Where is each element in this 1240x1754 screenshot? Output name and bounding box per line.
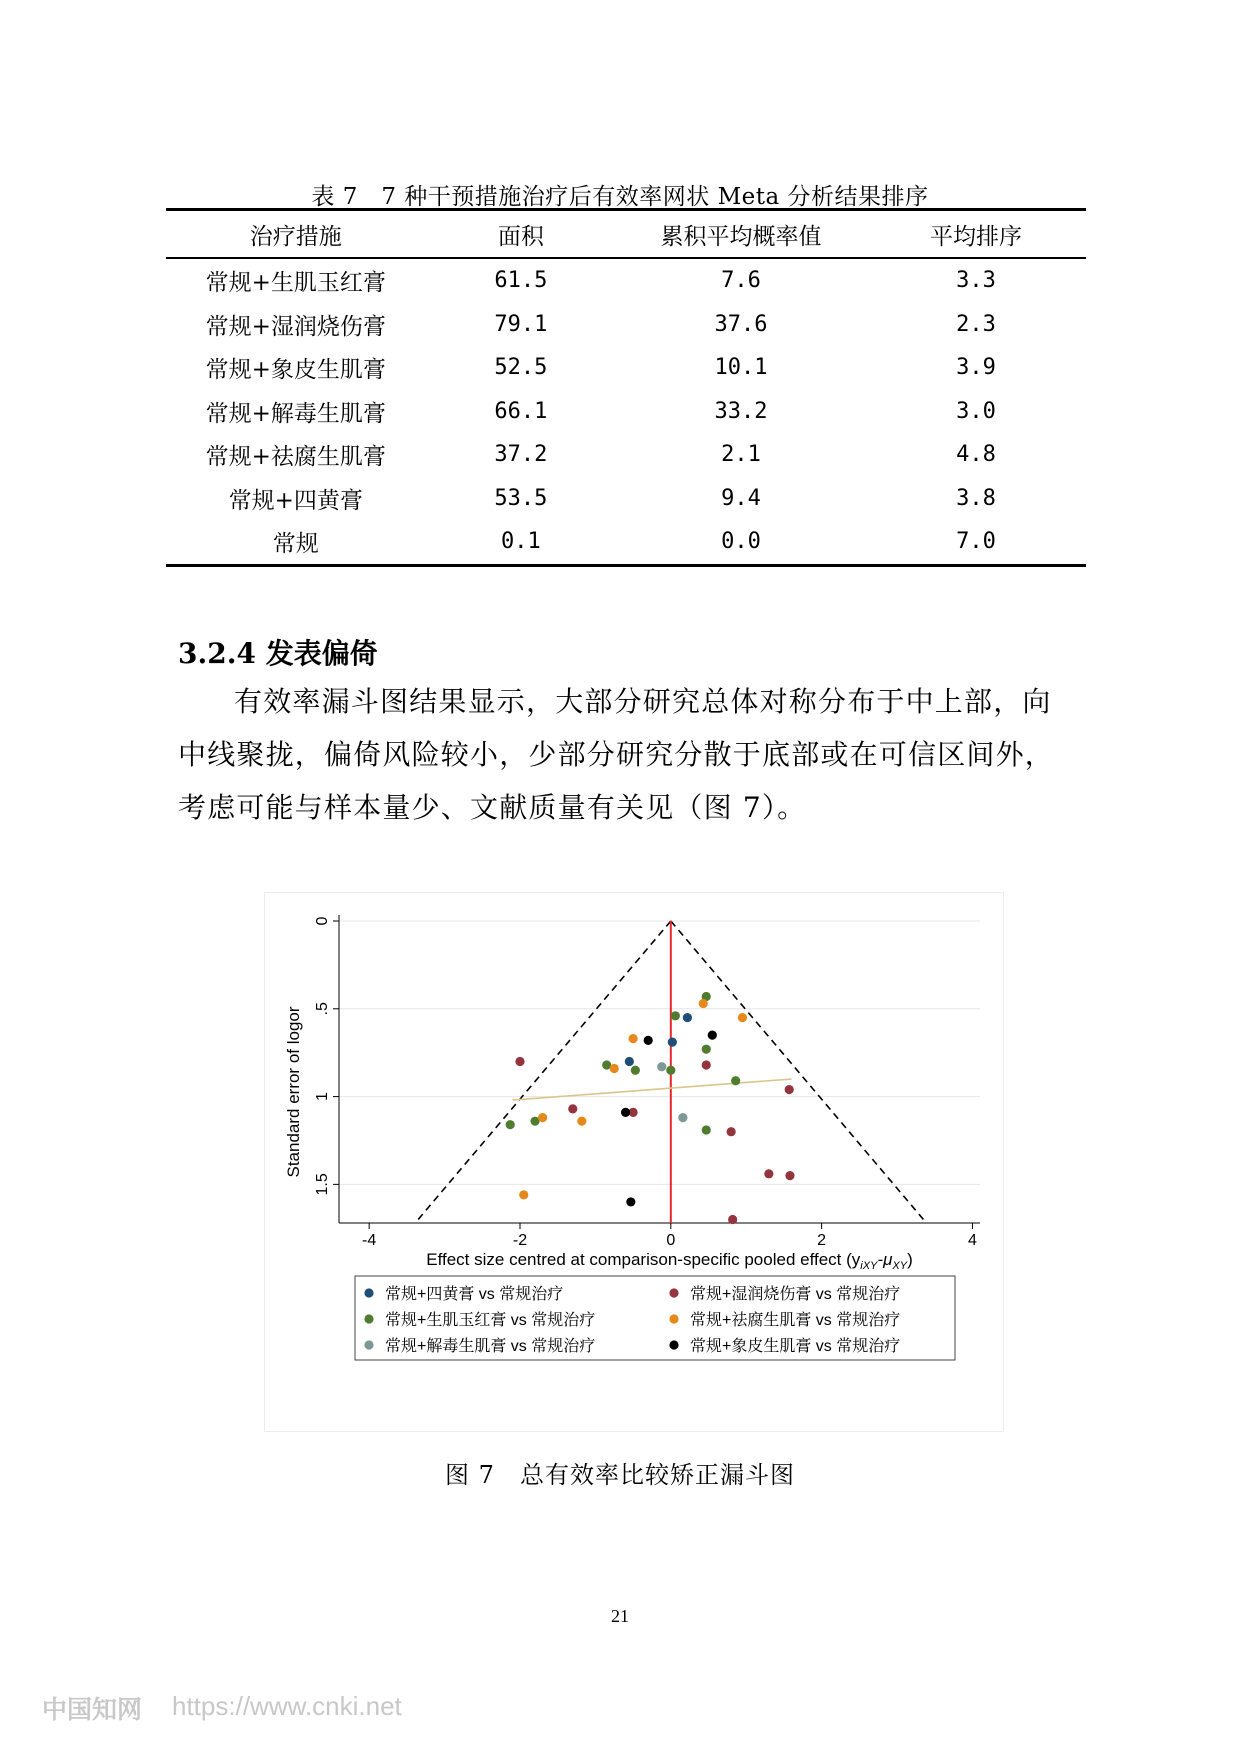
legend-marker: [669, 1288, 678, 1297]
table-cell: 3.8: [956, 485, 996, 511]
table-cell: 61.5: [494, 268, 548, 294]
data-point: [699, 999, 708, 1008]
funnel-plot: [265, 893, 1003, 1431]
table-header: 累积平均概率值: [616, 210, 866, 259]
table-header: 面积: [426, 210, 617, 259]
y-tick-label: 1.5: [314, 1173, 331, 1196]
table-header: 平均排序: [866, 210, 1086, 259]
table-row: [166, 390, 1086, 434]
paragraph-line: 考虑可能与样本量少、文献质量有关见（图 7）。: [178, 791, 807, 824]
data-point: [625, 1057, 634, 1066]
legend-label: 常规+象皮生肌膏 vs 常规治疗: [690, 1338, 901, 1355]
table-cell: 常规+生肌玉红膏: [205, 270, 386, 297]
table-cell: 3.3: [956, 268, 996, 294]
data-point: [568, 1104, 577, 1113]
table-row: [166, 433, 1086, 477]
data-point: [785, 1171, 794, 1180]
table-cell: 7.0: [866, 520, 1086, 565]
table-caption: 表 7 7 种干预措施治疗后有效率网状 Meta 分析结果排序: [311, 184, 929, 210]
data-point: [657, 1062, 666, 1071]
grid-lines: [339, 921, 980, 1184]
table-row: [166, 303, 1086, 347]
legend-label: 常规+四黄膏 vs 常规治疗: [385, 1286, 564, 1303]
table-cell: 37.6: [714, 311, 768, 337]
data-point: [668, 1038, 677, 1047]
table-cell: 2.1: [721, 442, 761, 468]
y-tick-label: 0: [314, 916, 331, 926]
y-tick-label: .5: [314, 1002, 331, 1016]
x-tick-label: 4: [968, 1232, 977, 1249]
y-tick-label: 1: [314, 1092, 331, 1102]
data-point: [678, 1113, 687, 1122]
table-cell: 79.1: [494, 311, 548, 337]
data-point: [708, 1031, 717, 1040]
table-cell: 常规: [166, 520, 426, 565]
cnki-logo: 中国知网: [42, 1695, 143, 1724]
data-point: [538, 1113, 547, 1122]
table-row: [166, 520, 1086, 565]
legend-marker: [669, 1340, 678, 1349]
table-cell: 0.1: [426, 520, 617, 565]
table-cell: 常规+解毒生肌膏: [205, 400, 386, 427]
data-point: [702, 1045, 711, 1054]
table-header-row: [166, 210, 1086, 259]
legend-label: 常规+解毒生肌膏 vs 常规治疗: [385, 1338, 596, 1355]
x-tick-label: 0: [666, 1232, 676, 1249]
results-table: [166, 208, 1086, 567]
data-point: [577, 1117, 586, 1126]
table-cell: 33.2: [714, 398, 768, 424]
data-point: [506, 1120, 515, 1129]
table-cell: 9.4: [721, 485, 761, 511]
legend-label: 常规+生肌玉红膏 vs 常规治疗: [385, 1312, 596, 1329]
table-cell: 66.1: [494, 398, 548, 424]
table-row: [166, 477, 1086, 521]
footer-url[interactable]: https://www.cnki.net: [172, 1691, 402, 1721]
data-point: [671, 1011, 680, 1020]
legend-label: 常规+湿润烧伤膏 vs 常规治疗: [690, 1286, 901, 1303]
table-cell: 52.5: [494, 355, 548, 381]
legend-marker: [669, 1314, 678, 1323]
data-point: [644, 1036, 653, 1045]
data-point: [702, 1125, 711, 1134]
data-point: [519, 1190, 528, 1199]
table-cell: 10.1: [714, 355, 768, 381]
paragraph-line: 有效率漏斗图结果显示，大部分研究总体对称分布于中上部，向: [234, 685, 1052, 718]
figure-caption: 图 7 总有效率比较矫正漏斗图: [445, 1461, 795, 1489]
paragraph-line: 中线聚拢，偏倚风险较小，少部分研究分散于底部或在可信区间外，: [178, 738, 1055, 771]
funnel-boundary-line: [671, 921, 924, 1219]
legend-marker: [364, 1314, 373, 1323]
table-cell: 3.0: [956, 398, 996, 424]
data-point: [731, 1076, 740, 1085]
table-cell: 常规+祛腐生肌膏: [205, 444, 386, 471]
section-heading: 3.2.4 发表偏倚: [178, 637, 378, 670]
data-points: [506, 992, 795, 1224]
axes: [333, 915, 980, 1229]
table-cell: 4.8: [956, 442, 996, 468]
data-point: [666, 1066, 675, 1075]
data-point: [764, 1169, 773, 1178]
data-point: [610, 1064, 619, 1073]
page-number: 21: [611, 1606, 629, 1626]
x-tick-label: -2: [512, 1232, 528, 1249]
table-cell: 2.3: [956, 311, 996, 337]
data-point: [621, 1108, 630, 1117]
legend-label: 常规+祛腐生肌膏 vs 常规治疗: [690, 1312, 901, 1329]
table-cell: 常规+四黄膏: [228, 487, 363, 514]
data-point: [626, 1197, 635, 1206]
table-cell: 常规+湿润烧伤膏: [205, 313, 386, 340]
data-point: [631, 1066, 640, 1075]
table-cell: 53.5: [494, 485, 548, 511]
y-axis-title: Standard error of logor: [284, 1006, 303, 1178]
legend: [355, 1276, 955, 1360]
x-tick-label: -4: [362, 1232, 377, 1249]
x-tick-label: 2: [817, 1232, 827, 1249]
table-cell: 0.0: [616, 520, 866, 565]
funnel-plot-figure: [264, 892, 1004, 1432]
data-point: [728, 1215, 737, 1224]
data-point: [785, 1085, 794, 1094]
x-axis-title: Effect size centred at comparison-specific pooled effect $(y_{iXY}-\mu_{XY})$: [426, 1250, 913, 1272]
table-cell: 37.2: [494, 442, 548, 468]
legend-marker: [364, 1340, 373, 1349]
table-header: 治疗措施: [166, 210, 426, 259]
data-point: [727, 1127, 736, 1136]
data-point: [738, 1013, 747, 1022]
data-point: [515, 1057, 524, 1066]
data-point: [702, 1060, 711, 1069]
legend-marker: [364, 1288, 373, 1297]
table-row: [166, 346, 1086, 390]
data-point: [683, 1013, 692, 1022]
table-cell: 常规+象皮生肌膏: [205, 357, 386, 384]
table-row: [166, 258, 1086, 303]
table-cell: 3.9: [956, 355, 996, 381]
table-cell: 7.6: [721, 268, 761, 294]
data-point: [629, 1034, 638, 1043]
